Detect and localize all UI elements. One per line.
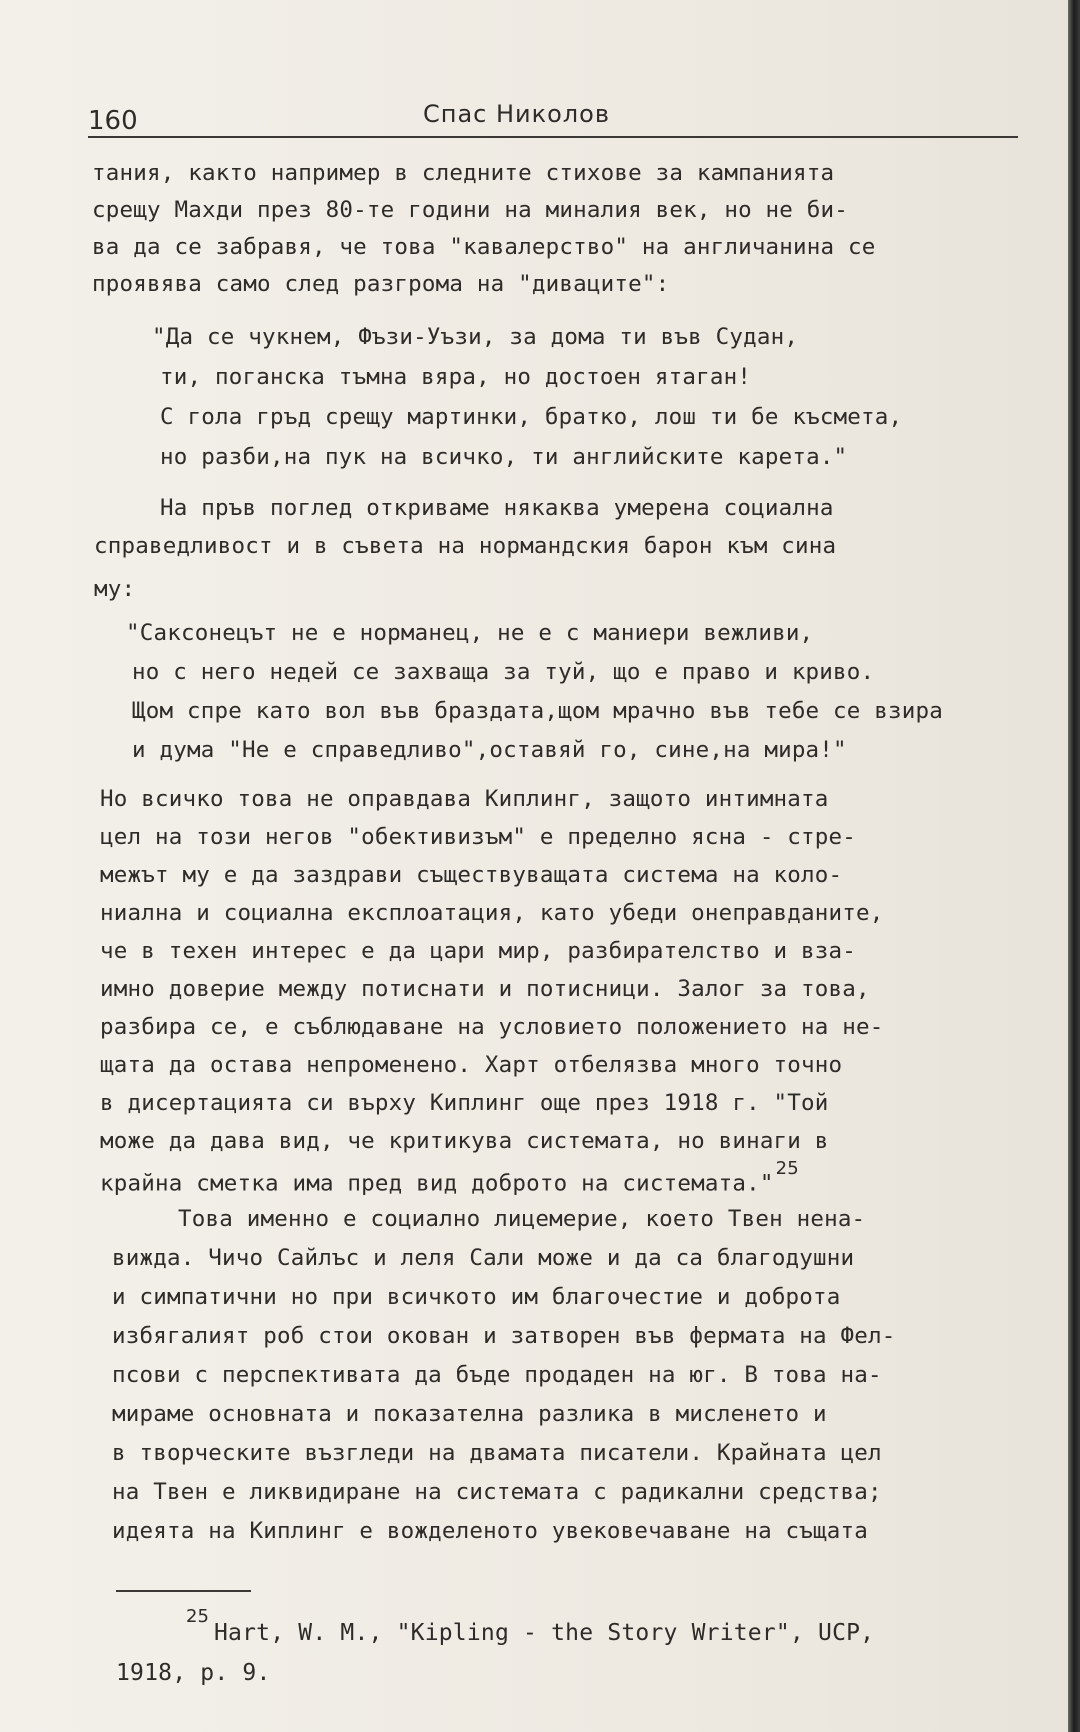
verse-line: "Да се чукнем, Фъзи-Уъзи, за дома ти във Судан, bbox=[152, 324, 799, 350]
running-head-author: Спас Николов bbox=[423, 100, 610, 128]
footnote-rule bbox=[116, 1590, 251, 1592]
text-line: срещу Махди през 80-те години на миналия век, но не би- bbox=[92, 197, 849, 223]
text-line: вижда. Чичо Сайлъс и леля Сали може и да са благодушни bbox=[112, 1245, 855, 1271]
text-line: псови с перспективата да бъде продаден на юг. В това на- bbox=[112, 1362, 882, 1388]
text-line: тания, както например в следните стихове за кампанията bbox=[92, 160, 835, 186]
verse-line: но разби,на пук на всичко, ти английските карета." bbox=[160, 444, 848, 470]
text-line: на Твен е ликвидиране на системата с радикални средства; bbox=[112, 1479, 882, 1505]
text-line: избягалият роб стои окован и затворен във фермата на Фел- bbox=[112, 1323, 896, 1349]
verse-line: Щом спре като вол във браздата,щом мрачно във тебе се взира bbox=[132, 698, 944, 724]
text-line: че в техен интерес е да цари мир, разбирателство и вза- bbox=[100, 938, 857, 964]
text-line: в дисертацията си върху Киплинг още през 1918 г. "Той bbox=[100, 1090, 829, 1116]
text-line: справедливост и в съвета на нормандския барон към сина bbox=[94, 533, 837, 559]
text-line: разбира се, е съблюдаване на условието положението на не- bbox=[100, 1014, 884, 1040]
text-line-content: крайна сметка има пред вид доброто на системата." bbox=[100, 1170, 774, 1197]
text-line: межът му е да заздрави съществуващата система на коло- bbox=[100, 862, 843, 888]
text-line: в творческите възгледи на двамата писатели. Крайната цел bbox=[112, 1440, 882, 1466]
text-line: може да дава вид, че критикува системата, но винаги в bbox=[100, 1128, 829, 1154]
text-line: мираме основната и показателна разлика в мисленето и bbox=[112, 1401, 827, 1427]
verse-line: но с него недей се захваща за туй, що е право и криво. bbox=[132, 659, 875, 685]
verse-line: и дума "Не е справедливо",оставяй го, сине,на мира!" bbox=[132, 737, 847, 763]
footnote-line: 1918, p. 9. bbox=[116, 1660, 271, 1686]
text-line: и симпатични но при всичкото им благочестие и доброта bbox=[112, 1284, 841, 1310]
text-line: Това именно е социално лицемерие, което Твен нена- bbox=[178, 1206, 866, 1232]
verse-line: "Саксонецът не е норманец, не е с маниери вежливи, bbox=[126, 620, 814, 646]
footnote-number: 25 bbox=[186, 1606, 209, 1627]
verse-line: ти, поганска тъмна вяра, но достоен ятаган! bbox=[160, 364, 752, 390]
text-line: щата да остава непроменено. Харт отбелязва много точно bbox=[100, 1052, 843, 1078]
book-spine-edge bbox=[1068, 0, 1080, 1732]
text-line: имно доверие между потиснати и потисници. Залог за това, bbox=[100, 976, 870, 1002]
page-number: 160 bbox=[88, 106, 138, 136]
text-line: идеята на Киплинг е вожделеното увековечаване на същата bbox=[112, 1518, 869, 1544]
footnote-line: Hart, W. M., "Kipling - the Story Writer", UCP, bbox=[214, 1620, 875, 1646]
text-line: ниална и социална експлоатация, като убеди онеправданите, bbox=[100, 900, 884, 926]
text-line: проявява само след разгрома на "диваците": bbox=[92, 271, 670, 297]
text-line: му: bbox=[94, 576, 136, 602]
verse-line: С гола гръд срещу мартинки, братко, лош ти бе късмета, bbox=[160, 404, 903, 430]
footnote-reference: 25 bbox=[775, 1158, 799, 1179]
page-header bbox=[88, 100, 1018, 138]
text-line: Но всичко това не оправдава Киплинг, защото интимната bbox=[100, 786, 829, 812]
text-line bbox=[100, 1158, 799, 1197]
text-line: На пръв поглед откриваме някаква умерена социална bbox=[160, 495, 834, 521]
text-line: цел на този негов "обективизъм" е пределно ясна - стре- bbox=[100, 824, 857, 850]
text-line: ва да се забравя, че това "кавалерство" на англичанина се bbox=[92, 234, 876, 260]
